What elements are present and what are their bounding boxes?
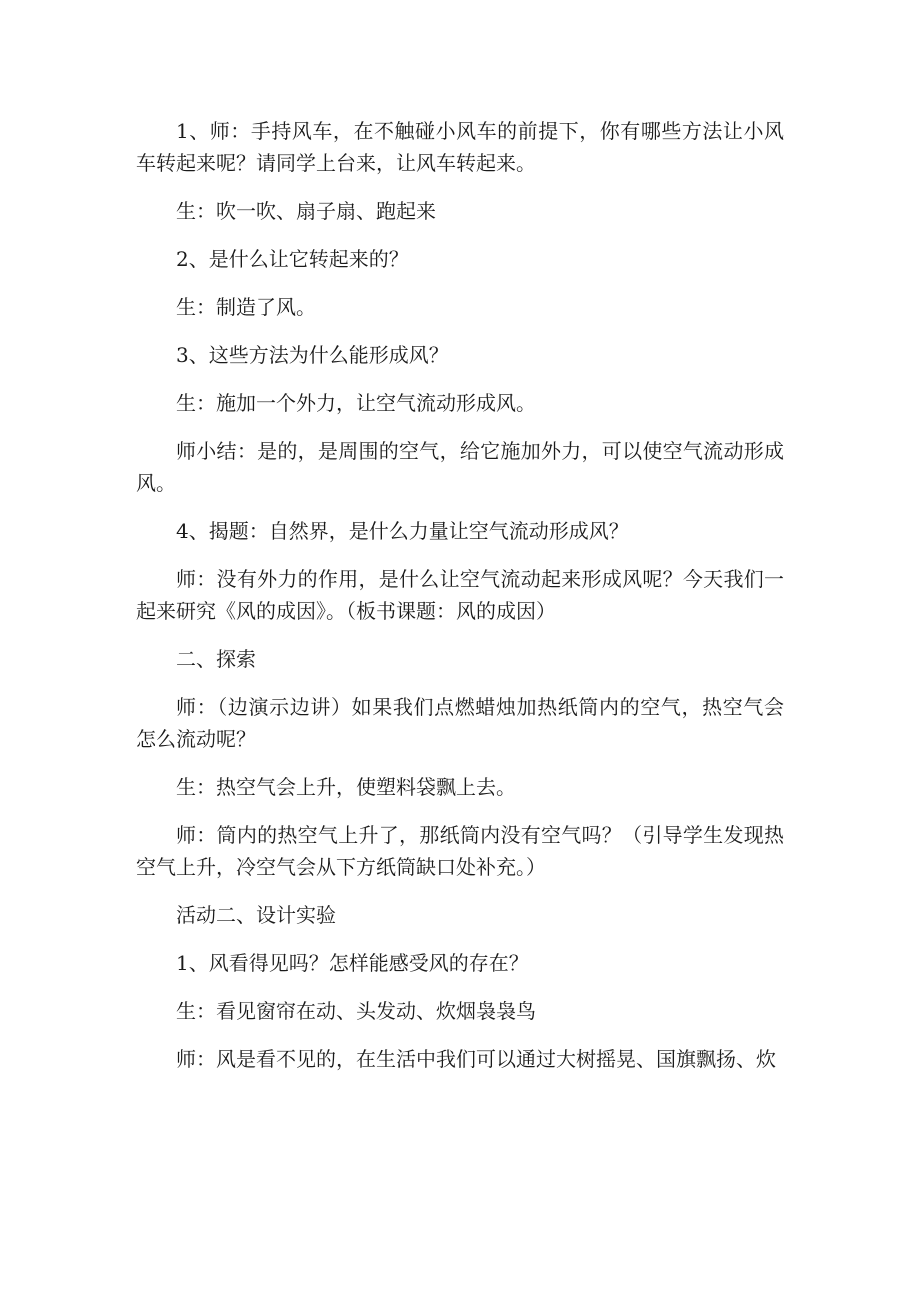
paragraph-1: 1、师：手持风车，在不触碰小风车的前提下，你有哪些方法让小风车转起来呢？请同学上台来，让风车转起来。 — [136, 119, 784, 175]
paragraph-7: 师小结：是的，是周围的空气，给它施加外力，可以使空气流动形成风。 — [136, 439, 784, 495]
paragraph-12: 生：热空气会上升，使塑料袋飘上去。 — [176, 775, 516, 799]
document-body — [136, 115, 784, 1091]
paragraph-13: 师：筒内的热空气上升了，那纸筒内没有空气吗？（引导学生发现热空气上升，冷空气会从下方纸筒缺口处补充。） — [136, 823, 784, 879]
paragraph-4: 生：制造了风。 — [176, 295, 316, 319]
paragraph-8: 4、揭题：自然界，是什么力量让空气流动形成风？ — [176, 519, 629, 543]
paragraph-3: 2、是什么让它转起来的？ — [176, 247, 409, 271]
paragraph-11: 师：（边演示边讲）如果我们点燃蜡烛加热纸筒内的空气，热空气会怎么流动呢？ — [136, 695, 784, 751]
paragraph-16: 生：看见窗帘在动、头发动、炊烟袅袅鸟 — [176, 999, 536, 1023]
paragraph-15: 1、风看得见吗？怎样能感受风的存在？ — [176, 951, 529, 975]
paragraph-6: 生：施加一个外力，让空气流动形成风。 — [176, 391, 536, 415]
activity-heading: 活动二、设计实验 — [176, 903, 336, 927]
section-heading: 二、探索 — [176, 647, 256, 671]
paragraph-5: 3、这些方法为什么能形成风？ — [176, 343, 449, 367]
paragraph-9: 师：没有外力的作用，是什么让空气流动起来形成风呢？今天我们一起来研究《风的成因》。（板书课题：风的成因） — [136, 567, 784, 623]
paragraph-2: 生：吹一吹、扇子扇、跑起来 — [176, 199, 436, 223]
paragraph-17: 师：风是看不见的，在生活中我们可以通过大树摇晃、国旗飘扬、炊 — [176, 1047, 776, 1071]
